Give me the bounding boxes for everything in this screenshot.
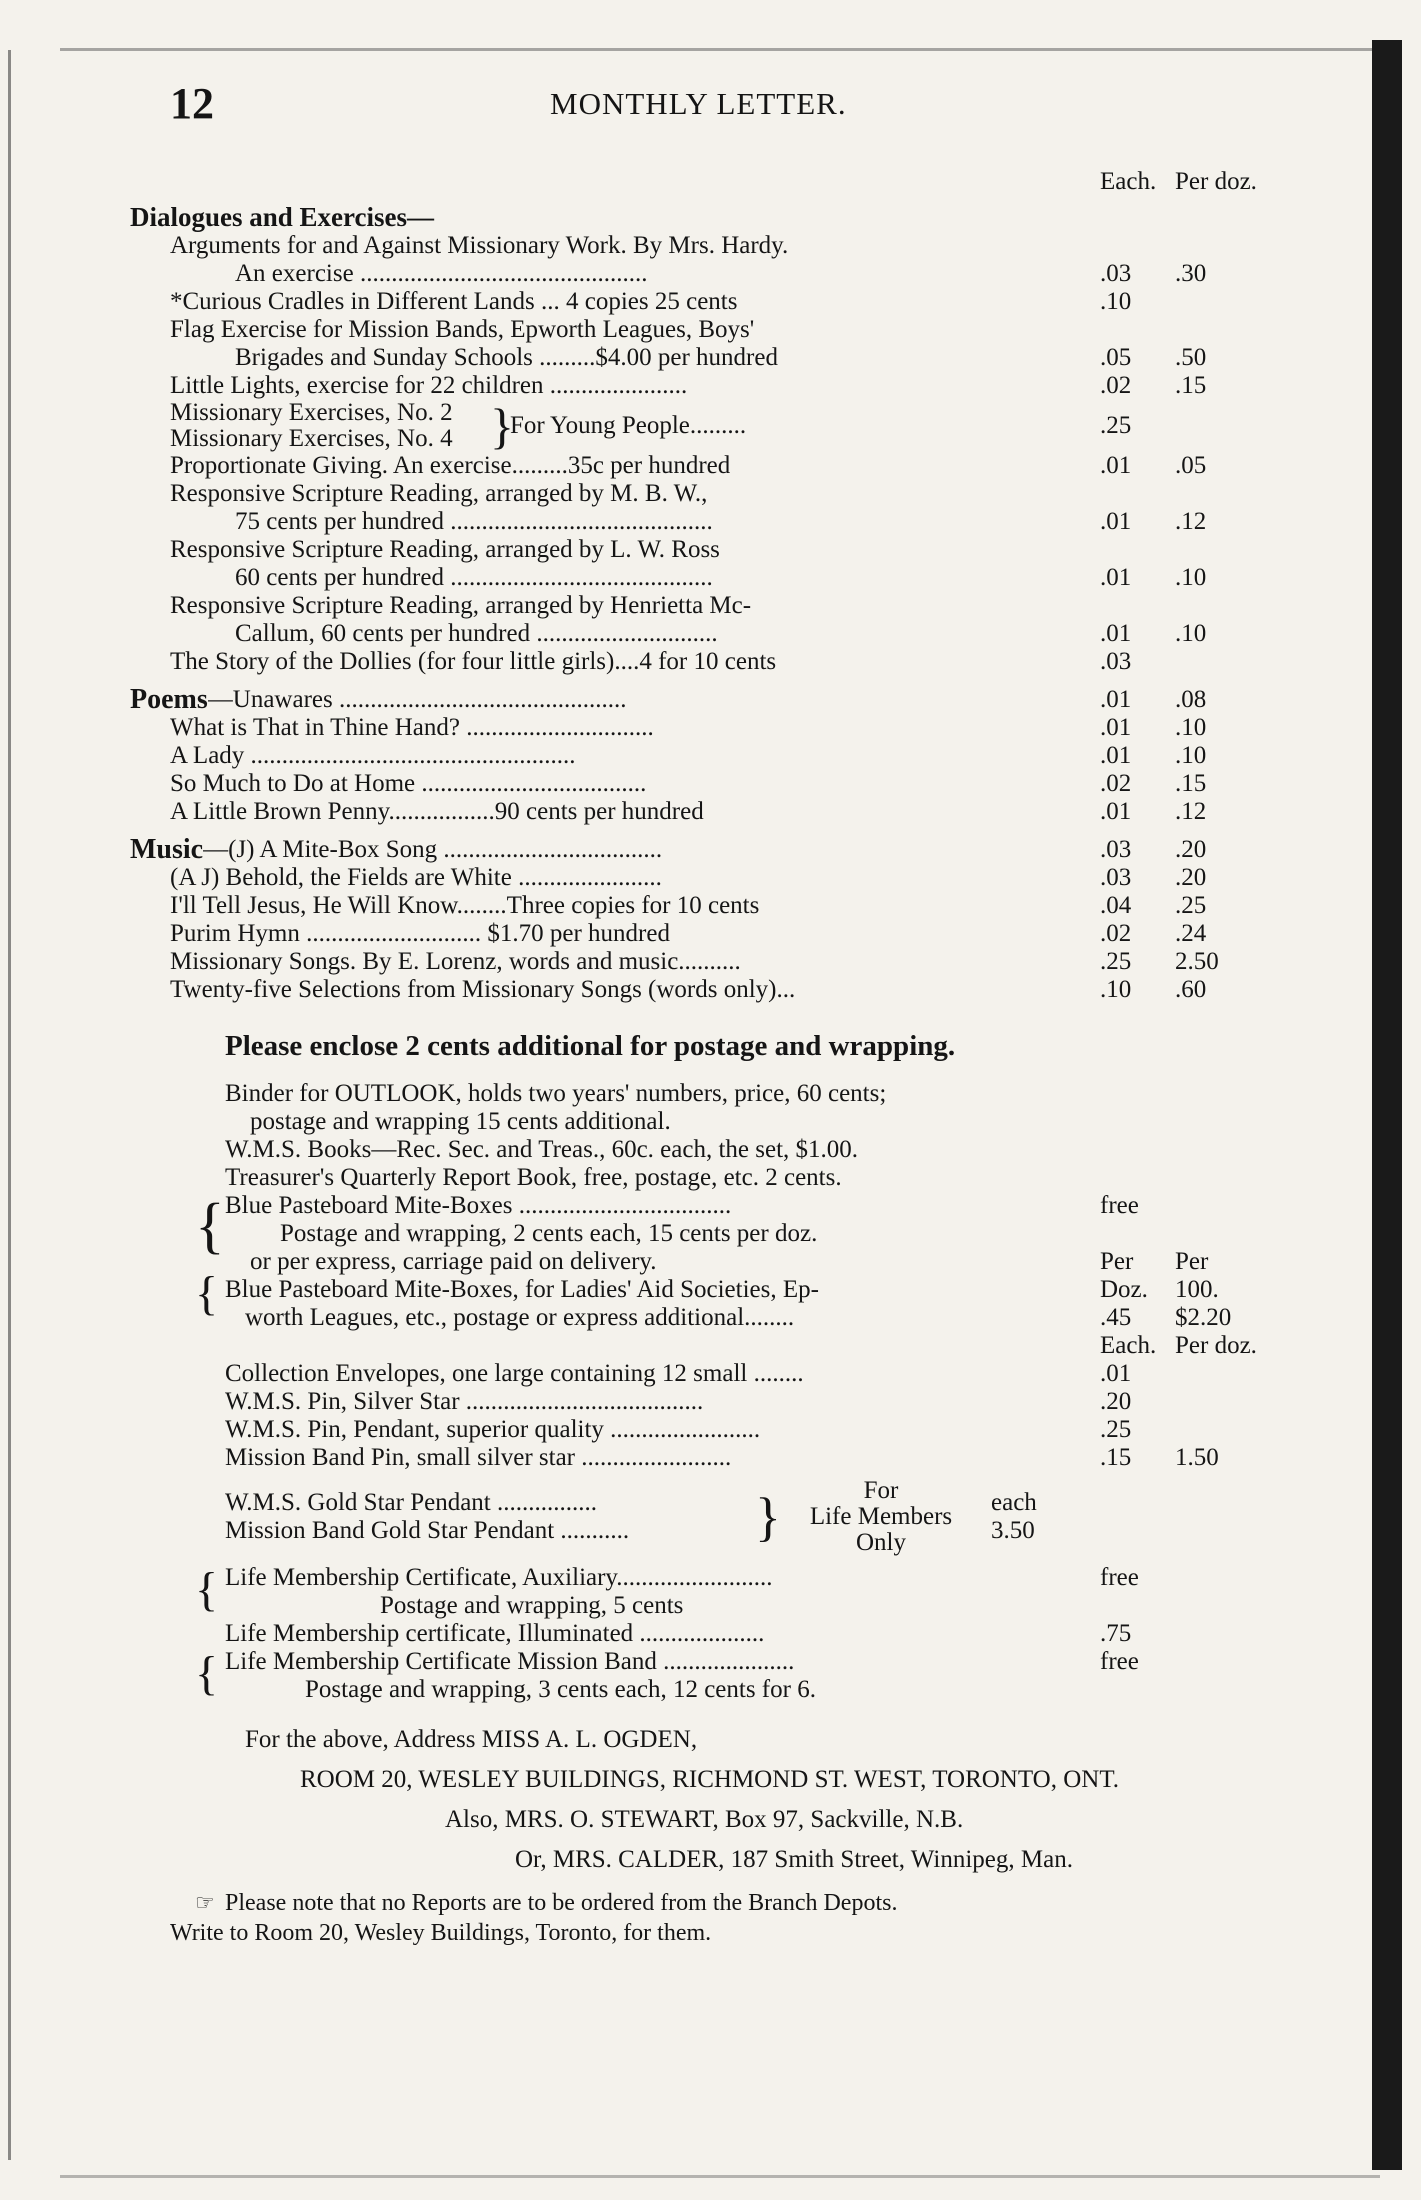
dialogue-item [170, 480, 1280, 508]
item-text: Collection Envelopes, one large containing 12 small ........ [225, 1360, 804, 1387]
certificate-band-postage: Postage and wrapping, 3 cents each, 12 cents for 6. [305, 1676, 816, 1703]
item-text: W.M.S. Pin, Pendant, superior quality ........................ [225, 1416, 761, 1443]
music-item [170, 892, 1280, 920]
music-item [170, 948, 1280, 976]
footnote-line-1: Please note that no Reports are to be ordered from the Branch Depots. [225, 1890, 898, 1916]
item-text: The Story of the Dollies (for four little girls)....4 for 10 cents [170, 648, 777, 675]
item-text: —(J) A Mite-Box Song ................................... [203, 836, 663, 863]
per-doz-price: .20 [1175, 864, 1207, 891]
item-text: Flag Exercise for Mission Bands, Epworth Leagues, Boys' [170, 316, 755, 343]
certificate-band-price: free [1100, 1648, 1139, 1675]
dialogues-rows [170, 232, 1280, 676]
mitebox-societies-doz: .45 [1100, 1304, 1132, 1331]
dialogue-item [170, 288, 1280, 316]
life-for: For [863, 1477, 899, 1504]
each-price: .03 [1100, 864, 1132, 891]
each-price: .01 [1100, 714, 1132, 741]
certificate-band: Life Membership Certificate Mission Band ..................... [225, 1648, 795, 1675]
brace-icon: } [490, 398, 514, 454]
per-doz-price: .10 [1175, 714, 1207, 741]
dialogue-item [170, 232, 1280, 260]
each-price: .01 [1100, 452, 1132, 479]
poems-heading: Poems [130, 684, 208, 715]
item-text: An exercise .............................................. [235, 260, 648, 287]
per-doz-price: .12 [1175, 798, 1207, 825]
dialogues-heading: Dialogues and Exercises— [130, 202, 435, 232]
supply-item [225, 1416, 1280, 1444]
certificate-auxiliary: Life Membership Certificate, Auxiliary......................... [225, 1564, 773, 1591]
gold-each: each [991, 1489, 1037, 1516]
per-label: Per [1100, 1248, 1134, 1275]
item-text: 60 cents per hundred .......................................... [235, 564, 713, 591]
dialogue-item [170, 620, 1280, 648]
per-doz-price: .08 [1175, 686, 1207, 713]
address-block [245, 1720, 1305, 1880]
missionary-exercise-title: Missionary Exercises, No. 4 [170, 425, 453, 452]
music-item [170, 976, 1280, 1004]
poem-item [170, 714, 1280, 742]
mitebox-postage-2: or per express, carriage paid on delivery. [250, 1248, 657, 1275]
per-doz-price: .05 [1175, 452, 1207, 479]
per-doz-price: .25 [1175, 892, 1207, 919]
each-price: .10 [1100, 976, 1132, 1003]
item-text: Purim Hymn ............................ $1.70 per hundred [170, 920, 670, 947]
item-text: (A J) Behold, the Fields are White ....................... [170, 864, 662, 891]
dialogue-item [170, 452, 1280, 480]
each-price: .01 [1100, 620, 1132, 647]
certificate-illuminated-price: .75 [1100, 1620, 1132, 1647]
per-doz-price: .15 [1175, 770, 1207, 797]
dialogue-item [170, 648, 1280, 676]
dialogue-item [170, 372, 1280, 400]
address-line-1: For the above, Address MISS A. L. OGDEN, [245, 1726, 698, 1753]
brace-icon: { [195, 1192, 225, 1260]
brace-icon: { [195, 1267, 219, 1320]
report-book-line: Treasurer's Quarterly Report Book, free, postage, etc. 2 cents. [225, 1164, 842, 1191]
dialogue-item [170, 260, 1280, 288]
each-price: .04 [1100, 892, 1132, 919]
certificate-illuminated: Life Membership certificate, Illuminated .................... [225, 1620, 765, 1647]
books-line: W.M.S. Books—Rec. Sec. and Treas., 60c. each, the set, $1.00. [225, 1136, 859, 1163]
music-item [170, 920, 1280, 948]
each-column-header: Each. [1100, 168, 1157, 195]
each-price: .01 [1100, 1360, 1132, 1387]
gold-star-line: W.M.S. Gold Star Pendant ................ [225, 1489, 597, 1516]
price-list [130, 168, 1280, 1704]
poems-section [130, 684, 1280, 826]
item-text: 75 cents per hundred .......................................... [235, 508, 713, 535]
life-only: Only [856, 1529, 906, 1556]
item-text: So Much to Do at Home .................................... [170, 770, 647, 797]
gold-price-value: 3.50 [991, 1517, 1035, 1544]
poem-item [170, 770, 1280, 798]
each-price: .05 [1100, 344, 1132, 371]
supplies-section [170, 1080, 1280, 1704]
per-doz-price: .15 [1175, 372, 1207, 399]
each-price: .03 [1100, 648, 1132, 675]
per-doz-price: 2.50 [1175, 948, 1219, 975]
each-price: .02 [1100, 770, 1132, 797]
brace-icon: { [195, 1647, 219, 1700]
each-price: .10 [1100, 288, 1132, 315]
item-text: Responsive Scripture Reading, arranged by L. W. Ross [170, 536, 720, 563]
hundred-label: 100. [1175, 1276, 1219, 1303]
each-price: .03 [1100, 836, 1132, 863]
supply-item [225, 1360, 1280, 1388]
binder-line-1: Binder for OUTLOOK, holds two years' numbers, price, 60 cents; [225, 1080, 887, 1107]
address-line-4: Or, MRS. CALDER, 187 Smith Street, Winnipeg, Man. [515, 1846, 1073, 1873]
item-text: A Little Brown Penny.................90 cents per hundred [170, 798, 704, 825]
page-right-edge [1372, 40, 1402, 2170]
each-label: Each. [1100, 1332, 1157, 1359]
dialogue-item [170, 564, 1280, 592]
certificate-auxiliary-price: free [1100, 1564, 1139, 1591]
item-text: Mission Band Pin, small silver star ........................ [225, 1444, 732, 1471]
item-text: Twenty-five Selections from Missionary Songs (words only)... [170, 976, 796, 1003]
per-doz-price: 1.50 [1175, 1444, 1219, 1471]
dialogue-item [170, 344, 1280, 372]
dialogue-item [170, 508, 1280, 536]
certificate-auxiliary-postage: Postage and wrapping, 5 cents [380, 1592, 684, 1619]
life-members-note [771, 1478, 991, 1556]
mitebox-price: free [1100, 1192, 1139, 1219]
mitebox-societies-group [195, 1267, 1280, 1332]
per-doz-price: .10 [1175, 742, 1207, 769]
item-text: *Curious Cradles in Different Lands ... 4 copies 25 cents [170, 288, 738, 315]
per-doz-price: .12 [1175, 508, 1207, 535]
young-people-note: For Young People......... [510, 412, 747, 439]
per-doz-price: .20 [1175, 836, 1207, 863]
each-price: .25 [1100, 948, 1132, 975]
footnote-line-2: Write to Room 20, Wesley Buildings, Toronto, for them. [170, 1920, 712, 1946]
music-item [130, 834, 1280, 865]
poem-item [170, 742, 1280, 770]
supplies-rows [225, 1360, 1280, 1472]
mitebox-group [195, 1192, 1280, 1276]
item-text: Callum, 60 cents per hundred ............................. [235, 620, 718, 647]
each-price: .25 [1100, 412, 1132, 439]
page-bottom-edge [60, 2175, 1380, 2178]
running-title: MONTHLY LETTER. [550, 86, 847, 121]
mitebox-societies-line-1: Blue Pasteboard Mite-Boxes, for Ladies' Aid Societies, Ep- [225, 1276, 819, 1303]
poem-item [130, 684, 1280, 715]
item-text: Arguments for and Against Missionary Work. By Mrs. Hardy. [170, 232, 789, 259]
item-text: Responsive Scripture Reading, arranged by M. B. W., [170, 480, 708, 507]
item-text: What is That in Thine Hand? .............................. [170, 714, 654, 741]
music-section [130, 834, 1280, 1004]
binder-line-2: postage and wrapping 15 cents additional. [250, 1108, 671, 1135]
mitebox-postage-1: Postage and wrapping, 2 cents each, 15 cents per doz. [280, 1220, 818, 1247]
doz-label: Doz. [1100, 1276, 1148, 1303]
each-price: .20 [1100, 1388, 1132, 1415]
each-price: .01 [1100, 742, 1132, 769]
item-text: —Unawares .............................................. [207, 686, 627, 713]
brace-icon: } [755, 1487, 781, 1547]
each-price: .01 [1100, 508, 1132, 535]
certificate-auxiliary-group [195, 1563, 1280, 1620]
each-price: .03 [1100, 260, 1132, 287]
dialogues-section [130, 202, 1280, 676]
gold-pendant-group [225, 1478, 1280, 1556]
brace-icon: { [195, 1563, 219, 1616]
dialogue-item [170, 592, 1280, 620]
each-price: .01 [1100, 564, 1132, 591]
per-doz-price: .50 [1175, 344, 1207, 371]
pointing-hand-icon: ☞ [195, 1890, 215, 1915]
mitebox-line: Blue Pasteboard Mite-Boxes .................................. [225, 1192, 732, 1219]
per-doz-price: .10 [1175, 564, 1207, 591]
each-price: .02 [1100, 372, 1132, 399]
page-number: 12 [170, 79, 214, 128]
item-text: Brigades and Sunday Schools .........$4.00 per hundred [235, 344, 778, 371]
band-gold-star-line: Mission Band Gold Star Pendant ........... [225, 1517, 630, 1544]
life-members: Life Members [809, 1503, 953, 1530]
postage-notice: Please enclose 2 cents additional for postage and wrapping. [225, 1030, 956, 1062]
item-text: Responsive Scripture Reading, arranged by Henrietta Mc- [170, 592, 752, 619]
mitebox-societies-hundred: $2.20 [1175, 1304, 1232, 1331]
per-doz-price: .60 [1175, 976, 1207, 1003]
missionary-exercises-group [170, 400, 1280, 452]
per-label-2: Per [1175, 1248, 1209, 1275]
gold-price [991, 1489, 1091, 1545]
per-doz-price: .30 [1175, 260, 1207, 287]
each-price: .02 [1100, 920, 1132, 947]
each-price: .15 [1100, 1444, 1132, 1471]
item-text: I'll Tell Jesus, He Will Know........Three copies for 10 cents [170, 892, 760, 919]
footnote [170, 1888, 1290, 1948]
supply-item [225, 1388, 1280, 1416]
item-text: Little Lights, exercise for 22 children ...................... [170, 372, 688, 399]
music-heading: Music [130, 834, 204, 865]
dialogue-item [170, 316, 1280, 344]
address-line-3: Also, MRS. O. STEWART, Box 97, Sackville, N.B. [445, 1806, 964, 1833]
per-doz-column-header: Per doz. [1175, 168, 1257, 195]
mitebox-societies-line-2: worth Leagues, etc., postage or express additional........ [245, 1304, 795, 1331]
item-text: Proportionate Giving. An exercise.........35c per hundred [170, 452, 731, 479]
each-price: .01 [1100, 686, 1132, 713]
each-price: .01 [1100, 798, 1132, 825]
each-price: .25 [1100, 1416, 1132, 1443]
supply-item [225, 1444, 1280, 1472]
music-item [170, 864, 1280, 892]
page-top-edge [60, 48, 1380, 51]
page-header [170, 78, 1350, 128]
item-text: A Lady .................................................... [170, 742, 576, 769]
missionary-exercise-title: Missionary Exercises, No. 2 [170, 399, 453, 426]
certificate-band-group [195, 1647, 1280, 1704]
per-doz-price: .10 [1175, 620, 1207, 647]
dialogue-item [170, 536, 1280, 564]
page-left-edge [8, 50, 27, 2160]
item-text: W.M.S. Pin, Silver Star ...................................... [225, 1388, 704, 1415]
per-doz-price: .24 [1175, 920, 1207, 947]
column-headers [170, 168, 1280, 202]
poem-item [170, 798, 1280, 826]
item-text: Missionary Songs. By E. Lorenz, words and music.......... [170, 948, 741, 975]
address-line-2: ROOM 20, WESLEY BUILDINGS, RICHMOND ST. WEST, TORONTO, ONT. [300, 1766, 1119, 1793]
perdoz-label: Per doz. [1175, 1332, 1257, 1359]
